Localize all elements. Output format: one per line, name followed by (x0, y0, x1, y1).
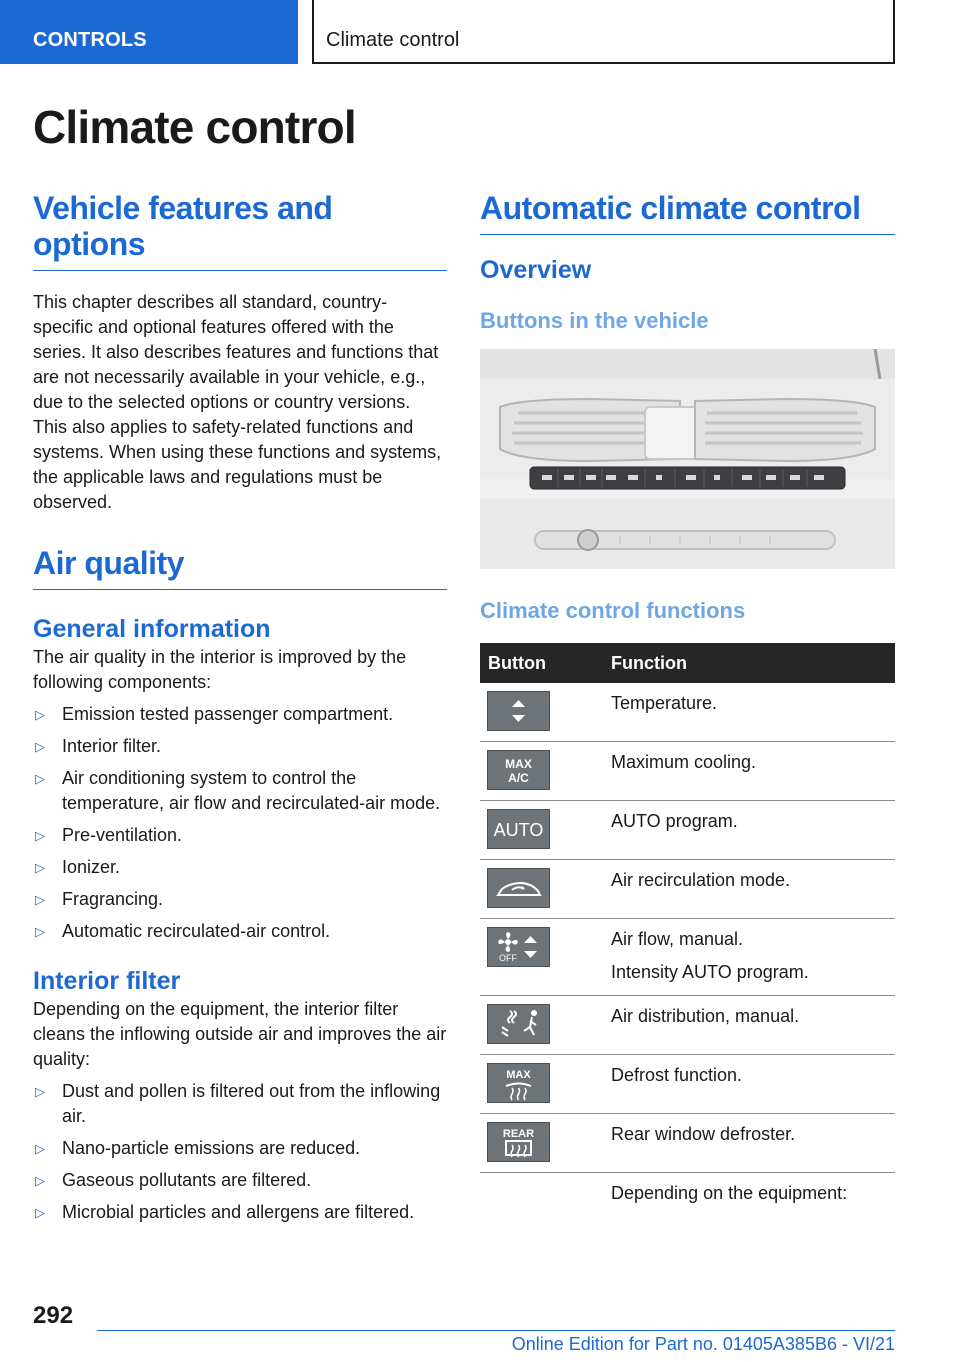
bullet-triangle-icon: ▷ (35, 924, 45, 939)
list-item: ▷ Ionizer. (33, 855, 447, 880)
air-distribution-icon (487, 1004, 550, 1044)
function-text: Rear window defroster. (611, 1124, 796, 1144)
dashboard-illustration (480, 349, 895, 569)
svg-text:AUTO: AUTO (493, 820, 544, 840)
bullet-triangle-icon: ▷ (35, 860, 45, 875)
bullet-triangle-icon: ▷ (35, 828, 45, 843)
table-row (480, 742, 895, 801)
header-chapter-tab (312, 0, 895, 64)
svg-text:A/C: A/C (508, 771, 529, 785)
overview-heading: Overview (480, 256, 592, 284)
footer-edition: Online Edition for Part no. 01405A385B6 - VI/21 (511, 1334, 895, 1354)
svg-text:MAX: MAX (506, 1069, 531, 1081)
column-header-function: Function (611, 652, 687, 673)
rear-defroster-icon (487, 1122, 550, 1162)
automatic-climate-control-heading: Automatic climate control (480, 190, 895, 235)
table-row (480, 683, 895, 742)
auto-icon (487, 809, 550, 849)
header-section-label: CONTROLS (33, 29, 147, 51)
header-chapter-label: Climate control (326, 29, 460, 51)
air-quality-heading: Air quality (33, 545, 447, 590)
buttons-in-vehicle-heading: Buttons in the vehicle (480, 308, 709, 333)
climate-control-functions-heading: Climate control functions (480, 598, 746, 623)
list-item: ▷ Microbial particles and allergens are filtered. (33, 1200, 447, 1225)
temperature-arrows-icon (487, 691, 550, 731)
air-recirculation-icon (487, 868, 550, 908)
bullet-triangle-icon: ▷ (35, 771, 45, 786)
bullet-triangle-icon: ▷ (35, 739, 45, 754)
list-item: ▷ Emission tested passenger compartment. (33, 702, 447, 727)
page-number: 292 (33, 1302, 74, 1329)
header-section-tab (0, 0, 298, 64)
list-item: ▷ Pre-ventilation. (33, 823, 447, 848)
left-column (33, 190, 447, 1225)
list-item: ▷ Nano-particle emissions are reduced. (33, 1136, 447, 1161)
fan-off-arrows-icon (487, 927, 550, 967)
bullet-triangle-icon: ▷ (35, 1173, 45, 1188)
vehicle-features-text: This chapter describes all standard, country-specific and optional features offered with the series. It also describes features and functions that are not necessarily available in your vehicle, e.g., due to the selected options or country versions. This also applies to safety-related functions and systems. When using these functions and systems, the applicable laws and regulations must be observed. (33, 292, 442, 512)
bullet-triangle-icon: ▷ (35, 892, 45, 907)
max-ac-icon (487, 750, 550, 790)
page-title: Climate control (33, 101, 356, 153)
function-text: AUTO program. (611, 811, 738, 831)
table-row (480, 860, 895, 919)
svg-text:MAX: MAX (505, 757, 532, 771)
function-text: Temperature. (611, 693, 718, 713)
list-item: ▷ Dust and pollen is filtered out from the inflowing air. (35, 1081, 441, 1126)
function-text: Air flow, manual. (611, 929, 744, 949)
table-row (480, 1173, 895, 1217)
function-text: Maximum cooling. (611, 752, 757, 772)
list-item: ▷ Gaseous pollutants are filtered. (33, 1168, 447, 1193)
general-information-text: The air quality in the interior is improved by the following components: (33, 647, 407, 692)
bullet-triangle-icon: ▷ (35, 707, 45, 722)
interior-filter-text: Depending on the equipment, the interior filter cleans the inflowing outside air and improves the air quality: (33, 999, 447, 1069)
dashboard-vents-photo (480, 349, 895, 569)
column-header-button: Button (488, 652, 546, 673)
table-row (480, 919, 895, 996)
bullet-triangle-icon: ▷ (35, 1205, 45, 1220)
list-item: ▷ Interior filter. (33, 734, 447, 759)
svg-text:REAR: REAR (502, 1128, 535, 1140)
function-text: Depending on the equipment: (611, 1183, 848, 1203)
general-components-list (33, 702, 447, 944)
svg-text:OFF: OFF (499, 953, 517, 963)
list-item: ▷ Automatic recirculated-air control. (33, 919, 447, 944)
interior-filter-heading: Interior filter (33, 967, 181, 995)
general-information-heading: General information (33, 615, 271, 643)
right-column (480, 190, 895, 1216)
function-text: Air distribution, manual. (611, 1006, 800, 1026)
bullet-triangle-icon: ▷ (35, 1084, 45, 1099)
list-item: ▷ Air conditioning system to control the temperature, air flow and recirculated-air mode. (35, 768, 441, 813)
footer-divider (97, 1330, 895, 1331)
bullet-triangle-icon: ▷ (35, 1141, 45, 1156)
max-defrost-icon (487, 1063, 550, 1103)
function-text: Air recirculation mode. (611, 870, 791, 890)
table-row (480, 1114, 895, 1173)
table-row (480, 996, 895, 1055)
interior-filter-list (33, 1079, 447, 1225)
list-item: ▷ Fragrancing. (33, 887, 447, 912)
function-subtext: Intensity AUTO program. (611, 962, 809, 982)
climate-functions-table (480, 643, 895, 1216)
table-row (480, 1055, 895, 1114)
table-row (480, 801, 895, 860)
function-text: Defrost function. (611, 1065, 743, 1085)
vehicle-features-heading: Vehicle features and options (33, 190, 447, 271)
table-header-row (480, 643, 895, 683)
